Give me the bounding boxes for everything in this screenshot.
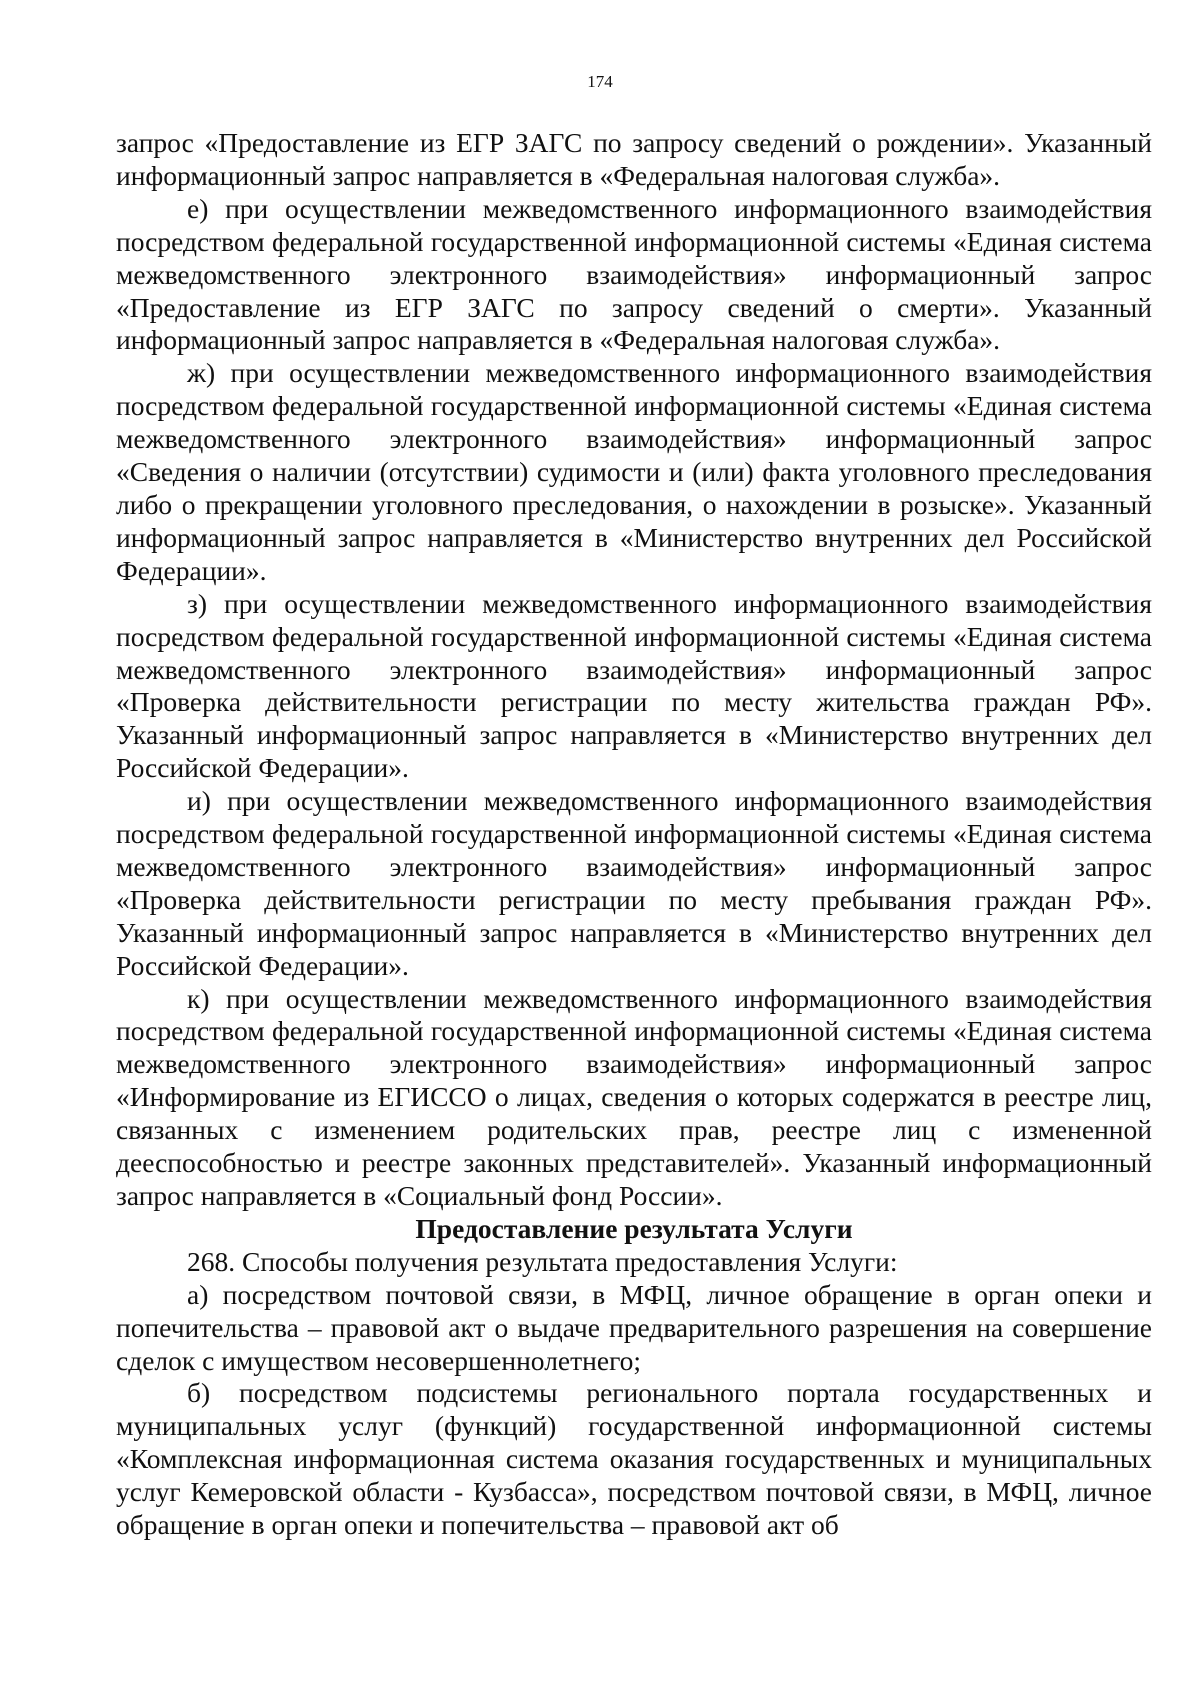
- section-heading: Предоставление результата Услуги: [415, 1212, 853, 1244]
- paragraph-268: 268. Способы получения результата предоставления Услуги:: [187, 1245, 898, 1277]
- document-body: [116, 127, 1152, 1542]
- paragraph-item-i: и) при осуществлении межведомственного информационного взаимодействия посредством федеральной государственной информационной системы «Единая система межведомственного электронного взаимодействия» информационный запрос «Проверка действительности регистрации по месту пребывания граждан РФ». Указанный информационный запрос направляется в «Министерство внутренних дел Российской Федерации».: [116, 785, 1152, 981]
- paragraph-item-z: з) при осуществлении межведомственного информационного взаимодействия посредством федеральной государственной информационной системы «Единая система межведомственного электронного взаимодействия» информационный запрос «Проверка действительности регистрации по месту жительства граждан РФ». Указанный информационный запрос направляется в «Министерство внутренних дел Российской Федерации».: [116, 587, 1152, 784]
- paragraph-item-zh: ж) при осуществлении межведомственного информационного взаимодействия посредством федеральной государственной информационной системы «Единая система межведомственного электронного взаимодействия» информационный запрос «Сведения о наличии (отсутствии) судимости и (или) факта уголовного преследования либо о прекращении уголовного преследования, о нахождении в розыске». Указанный информационный запрос направляется в «Министерство внутренних дел Российской Федерации».: [116, 357, 1152, 586]
- paragraph-item-e: е) при осуществлении межведомственного информационного взаимодействия посредством федеральной государственной информационной системы «Единая система межведомственного электронного взаимодействия» информационный запрос «Предоставление из ЕГР ЗАГС по запросу сведений о смерти». Указанный информационный запрос направляется в «Федеральная налоговая служба».: [116, 192, 1152, 356]
- paragraph-continuation: запрос «Предоставление из ЕГР ЗАГС по запросу сведений о рождении». Указанный информационный запрос направляется в «Федеральная налоговая служба».: [116, 127, 1152, 191]
- page-number: 174: [587, 72, 613, 91]
- paragraph-item-b: б) посредством подсистемы регионального портала государственных и муниципальных услуг (функций) государственной информационной системы «Комплексная информационная система оказания государственных и муниципальных услуг Кемеровской области - Кузбасса», посредством почтовой связи, в МФЦ, личное обращение в орган опеки и попечительства – правовой акт об: [116, 1377, 1152, 1541]
- paragraph-item-a: а) посредством почтовой связи, в МФЦ, личное обращение в орган опеки и попечительства – правовой акт о выдаче предварительного разрешения на совершение сделок с имуществом несовершеннолетнего;: [116, 1278, 1152, 1376]
- paragraph-item-k: к) при осуществлении межведомственного информационного взаимодействия посредством федеральной государственной информационной системы «Единая система межведомственного электронного взаимодействия» информационный запрос «Информирование из ЕГИССО о лицах, сведения о которых содержатся в реестре лиц, связанных с изменением родительских прав, реестре лиц с измененной дееспособностью и реестре законных представителей». Указанный информационный запрос направляется в «Социальный фонд России».: [116, 982, 1152, 1211]
